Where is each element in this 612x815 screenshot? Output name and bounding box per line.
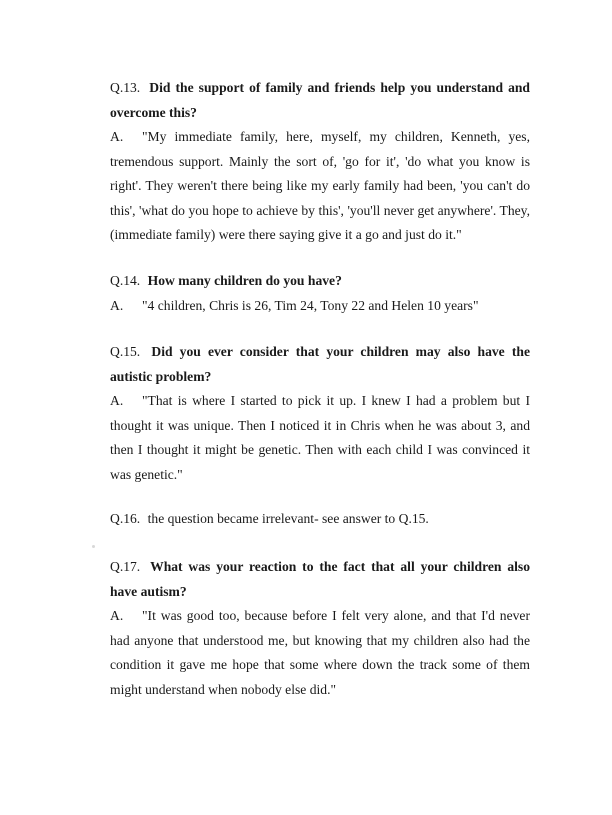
answer-text: "That is where I started to pick it up. I knew I had a problem but I thought it was unique. Then I noticed it in Chris when he was about 3, and then I thought it might be genetic. Then with each child I was convinced it was genetic." xyxy=(110,393,530,482)
question-16 xyxy=(110,507,530,532)
scan-speck xyxy=(92,545,95,548)
qa-item-16 xyxy=(110,507,530,532)
question-text: Did you ever consider that your children may also have the autistic problem? xyxy=(110,344,530,384)
question-text: How many children do you have? xyxy=(147,273,342,288)
question-note: the question became irrelevant- see answer to Q.15. xyxy=(147,511,429,526)
question-number: Q.16. xyxy=(110,511,141,526)
answer-13 xyxy=(110,125,530,248)
question-13 xyxy=(110,76,530,125)
qa-item-17 xyxy=(110,555,530,702)
qa-item-15 xyxy=(110,340,530,487)
answer-14 xyxy=(110,294,530,319)
question-14 xyxy=(110,269,530,294)
qa-item-13 xyxy=(110,76,530,248)
answer-text: "4 children, Chris is 26, Tim 24, Tony 22 and Helen 10 years" xyxy=(142,297,479,313)
question-17 xyxy=(110,555,530,604)
question-text: Did the support of family and friends help you understand and overcome this? xyxy=(110,80,530,120)
answer-text: "It was good too, because before I felt very alone, and that I'd never had anyone that understood me, but knowing that my children also had the condition it gave me hope that some where down the track some of them might understand when nobody else did." xyxy=(110,608,530,697)
qa-item-14 xyxy=(110,269,530,318)
question-15 xyxy=(110,340,530,389)
answer-15 xyxy=(110,389,530,487)
question-number: Q.17. xyxy=(110,559,141,574)
answer-marker: A. xyxy=(110,297,124,313)
question-number: Q.13. xyxy=(110,80,141,95)
answer-marker: A. xyxy=(110,393,124,408)
answer-marker: A. xyxy=(110,129,124,144)
question-number: Q.14. xyxy=(110,273,141,288)
answer-text: "My immediate family, here, myself, my children, Kenneth, yes, tremendous support. Mainly the sort of, 'go for it', 'do what you know is right'. They weren't there being like my early family had been, 'you can't do this', 'what do you hope to achieve by this', 'you'll never get anywhere'. They, (immediate family) were there saying give it a go and just do it." xyxy=(110,129,530,242)
question-number: Q.15. xyxy=(110,344,141,359)
question-text: What was your reaction to the fact that all your children also have autism? xyxy=(110,559,530,599)
answer-marker: A. xyxy=(110,608,124,623)
answer-17 xyxy=(110,604,530,702)
